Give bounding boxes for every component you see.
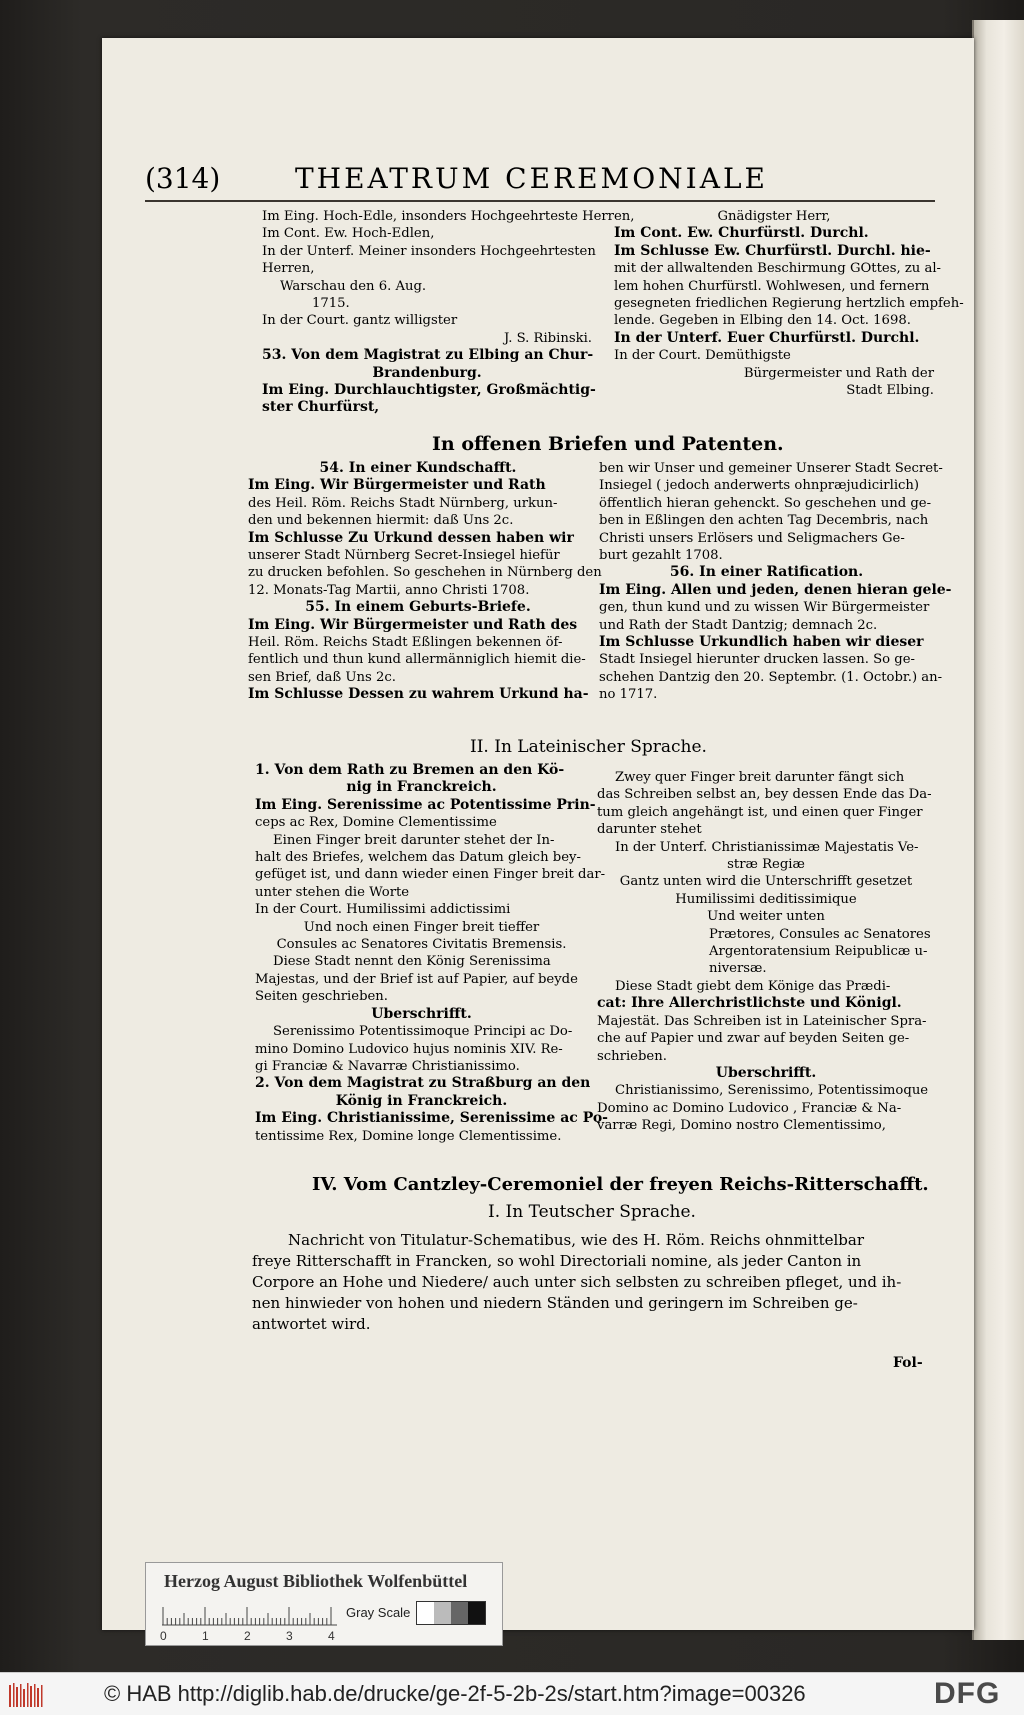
text-line: Humilissimi deditissimique (675, 891, 857, 907)
ruler-number: 4 (328, 1629, 335, 1643)
text-line: des Heil. Röm. Reichs Stadt Nürnberg, urkun- (248, 495, 558, 511)
text-line: Im Cont. Ew. Churfürstl. Durchl. (614, 225, 869, 242)
page-header (145, 160, 935, 202)
text-line: unserer Stadt Nürnberg Secret-Insiegel hiefür (248, 548, 560, 564)
ruler-number: 3 (286, 1629, 293, 1643)
text-line: che auf Papier und zwar auf beyden Seiten ge- (597, 1031, 910, 1047)
page-number: (314) (145, 162, 221, 195)
text-line: 12. Monats-Tag Martii, anno Christi 1708. (248, 582, 530, 598)
text-line: cat: Ihre Allerchristlichste und Königl. (597, 995, 902, 1012)
text-line: Diese Stadt giebt dem Könige das Prædi- (615, 978, 891, 994)
text-line: Bürgermeister und Rath der (743, 365, 934, 381)
text-line: Majestas, und der Brief ist auf Papier, auf beyde (255, 971, 578, 987)
text-line: Diese Stadt nennt den König Serenissima (273, 954, 551, 970)
text-line: Christi unsers Erlösers und Seligmachers Ge- (599, 530, 905, 546)
text-line: 1715. (312, 296, 350, 312)
text-line: Christianissimo, Serenissimo, Potentissimoque (615, 1083, 929, 1099)
text-line: burt gezahlt 1708. (599, 548, 723, 564)
text-line: Und noch einen Finger breit tieffer (303, 919, 540, 935)
text-line: Gnädigster Herr, (717, 209, 831, 224)
block3-right-column (597, 769, 935, 1135)
library-label-card (145, 1562, 503, 1646)
ruler-number: 0 (160, 1629, 167, 1643)
text-line: Consules ac Senatores Civitatis Bremensis. (276, 937, 567, 953)
text-line: schrieben. (597, 1048, 667, 1064)
text-line: 54. In einer Kundschafft. (319, 460, 517, 476)
text-line: In der Court. Demüthigste (614, 348, 791, 364)
text-line: lem hohen Churfürstl. Wohlwesen, und fernern (614, 278, 930, 294)
text-line: Im Schlusse Ew. Churfürstl. Durchl. hie- (614, 242, 931, 259)
text-line: ster Churfürst, (262, 399, 380, 416)
text-line: In der Unterf. Christianissimæ Majestatis Ve- (615, 839, 919, 855)
block3-left-column (255, 762, 608, 1145)
text-line: Zwey quer Finger breit darunter fängt sich (615, 770, 905, 785)
text-line: Im Eing. Hoch-Edle, insonders Hochgeehrteste Herren, (262, 209, 635, 224)
text-line: nig in Franckreich. (346, 779, 497, 796)
catchword: Fol- (893, 1355, 923, 1371)
text-line: tum gleich angehängt ist, und einen quer Finger (597, 804, 923, 820)
text-line: halt des Briefes, welchem das Datum gleich bey- (255, 850, 581, 866)
text-line: Im Eing. Allen und jeden, denen hieran gele- (599, 581, 952, 598)
ruler-number: 1 (202, 1629, 209, 1643)
text-line: gen, thun kund und zu wissen Wir Bürgermeister (599, 600, 930, 616)
text-line: darunter stehet (597, 822, 702, 838)
heading-offene-briefe: In offenen Briefen und Patenten. (432, 433, 784, 455)
text-line: Im Eing. Durchlauchtigster, Großmächtig- (262, 382, 596, 399)
hab-barcode-logo-icon (8, 1681, 46, 1709)
text-line: Stadt Insiegel hierunter drucken lassen. So ge- (599, 652, 915, 668)
text-line: mit der allwaltenden Beschirmung GOttes, zu al- (614, 261, 942, 277)
text-line: unter stehen die Worte (255, 884, 410, 900)
text-line: 2. Von dem Magistrat zu Straßburg an den (255, 1075, 591, 1092)
text-line: freye Ritterschafft in Francken, so wohl Directoriali nomine, als jeder Canton in (252, 1252, 862, 1270)
text-line: mino Domino Ludovico hujus nominis XIV. Re- (255, 1041, 563, 1057)
text-line: sen Brief, daß Uns 2c. (248, 669, 396, 685)
text-line: den und bekennen hiermit: daß Uns 2c. (248, 513, 514, 529)
heading-cantzley: IV. Vom Cantzley-Ceremoniel der freyen Reichs-Ritterschafft. (312, 1174, 929, 1195)
text-line: Herren, (262, 261, 315, 277)
text-line: Uberschrifft. (715, 1064, 817, 1081)
text-line: Domino ac Domino Ludovico , Franciæ & Na- (597, 1100, 902, 1116)
text-line: gesegneten friedlichen Regierung hertzlich empfeh- (614, 296, 964, 312)
grayscale-swatch (416, 1601, 486, 1625)
text-line: varræ Regi, Domino nostro Clementissimo, (597, 1118, 886, 1134)
text-line: In der Court. Humilissimi addictissimi (255, 902, 511, 918)
text-line: Brandenburg. (372, 364, 482, 381)
block1-right-column (614, 208, 964, 399)
text-line: Einen Finger breit darunter stehet der In- (273, 832, 555, 848)
text-line: Im Eing. Wir Bürgermeister und Rath des (248, 616, 578, 633)
text-line: In der Court. gantz willigster (262, 313, 458, 329)
text-line: lende. Gegeben in Elbing den 14. Oct. 1698. (614, 313, 911, 329)
text-line: no 1717. (599, 687, 658, 703)
text-line: König in Franckreich. (335, 1092, 508, 1109)
text-line: 55. In einem Geburts-Briefe. (305, 599, 531, 616)
text-line: Stadt Elbing. (846, 383, 934, 399)
text-line: antwortet wird. (252, 1315, 371, 1333)
text-line: 56. In einer Ratification. (669, 564, 864, 581)
text-line: schehen Dantzig den 20. Septembr. (1. Octobr.) an- (599, 669, 943, 685)
ruler-number: 2 (244, 1629, 251, 1643)
text-line: niversæ. (709, 961, 767, 977)
text-line: Im Eing. Wir Bürgermeister und Rath (248, 477, 546, 494)
text-line: tentissime Rex, Domine longe Clementissime. (255, 1128, 562, 1144)
text-line: gi Franciæ & Navarræ Christianissimo. (255, 1058, 520, 1074)
text-line: nen hinwieder von hohen und niedern Ständen und geringern im Schreiben ge- (252, 1294, 858, 1312)
text-line: Serenissimo Potentissimoque Principi ac Do- (273, 1024, 573, 1040)
block2-right-column (599, 460, 952, 704)
text-line: Warschau den 6. Aug. (280, 278, 427, 294)
text-line: In der Unterf. Euer Churfürstl. Durchl. (614, 329, 920, 346)
text-line: Seiten geschrieben. (255, 989, 388, 1005)
footer-bar (0, 1672, 1024, 1715)
text-line: Im Schlusse Dessen zu wahrem Urkund ha- (248, 686, 589, 703)
text-line: gefüget ist, und dann wieder einen Finger breit dar- (255, 867, 606, 883)
text-line: öffentlich hieran gehenckt. So geschehen und ge- (599, 495, 932, 511)
text-line: Gantz unten wird die Unterschrifft gesetzet (619, 874, 913, 890)
text-line: das Schreiben selbst an, bey dessen Ende das Da- (597, 787, 932, 803)
running-title: THEATRUM CEREMONIALE (295, 162, 768, 195)
grayscale-label: Gray Scale (346, 1605, 411, 1620)
text-line: ben wir Unser und gemeiner Unserer Stadt Secret- (599, 461, 943, 476)
text-line: Majestät. Das Schreiben ist in Lateinischer Spra- (597, 1013, 927, 1029)
text-line: zu drucken befohlen. So geschehen in Nürnberg den (248, 565, 602, 581)
copyright-url[interactable]: © HAB http://diglib.hab.de/drucke/ge-2f-5-2b-2s/start.htm?image=00326 (104, 1681, 806, 1706)
text-line: 53. Von dem Magistrat zu Elbing an Chur- (262, 347, 594, 364)
text-line: Uberschrifft. (371, 1005, 472, 1022)
text-line: Nachricht von Titulatur-Schematibus, wie des H. Röm. Reichs ohnmittelbar (288, 1231, 864, 1249)
heading-lateinisch: II. In Lateinischer Sprache. (470, 737, 707, 757)
nachricht-paragraph (252, 1230, 942, 1335)
text-line: fentlich und thun kund allermänniglich hiemit die- (248, 652, 586, 668)
text-line: 1. Von dem Rath zu Bremen an den Kö- (255, 762, 565, 778)
text-line: Argentoratensium Reipublicæ u- (709, 944, 928, 960)
text-line: Corpore an Hohe und Niedere/ auch unter sich selbsten zu schreiben pfleget, und ih- (252, 1273, 902, 1291)
text-line: Insiegel ( jedoch anderwerts ohnpræjudicirlich) (599, 478, 920, 494)
block2-left-column (248, 460, 602, 704)
text-line: ben in Eßlingen den achten Tag Decembris, nach (599, 513, 929, 529)
text-line: Im Schlusse Urkundlich haben wir dieser (599, 634, 924, 651)
heading-teutsch: I. In Teutscher Sprache. (488, 1202, 696, 1222)
text-line: Prætores, Consules ac Senatores (709, 926, 931, 942)
dfg-logo: DFG (934, 1677, 1001, 1710)
text-line: Im Schlusse Zu Urkund dessen haben wir (248, 529, 574, 546)
text-line: Im Cont. Ew. Hoch-Edlen, (262, 226, 435, 242)
text-line: Im Eing. Christianissime, Serenissime ac Po- (255, 1110, 608, 1127)
text-line: und Rath der Stadt Dantzig; demnach 2c. (599, 617, 878, 633)
text-line: Heil. Röm. Reichs Stadt Eßlingen bekennen öf- (248, 635, 563, 651)
ruler-scale (162, 1602, 337, 1626)
library-name: Herzog August Bibliothek Wolfenbüttel (164, 1571, 468, 1591)
text-line: stræ Regiæ (727, 857, 805, 873)
text-line: ceps ac Rex, Domine Clementissime (255, 815, 497, 831)
text-line: Und weiter unten (707, 909, 825, 925)
block1-left-column (262, 208, 635, 417)
next-page-edge (972, 20, 1024, 1640)
text-line: J. S. Ribinski. (503, 330, 592, 346)
text-line: Im Eing. Serenissime ac Potentissime Prin- (255, 796, 596, 813)
text-line: In der Unterf. Meiner insonders Hochgeehrtesten (262, 243, 596, 259)
